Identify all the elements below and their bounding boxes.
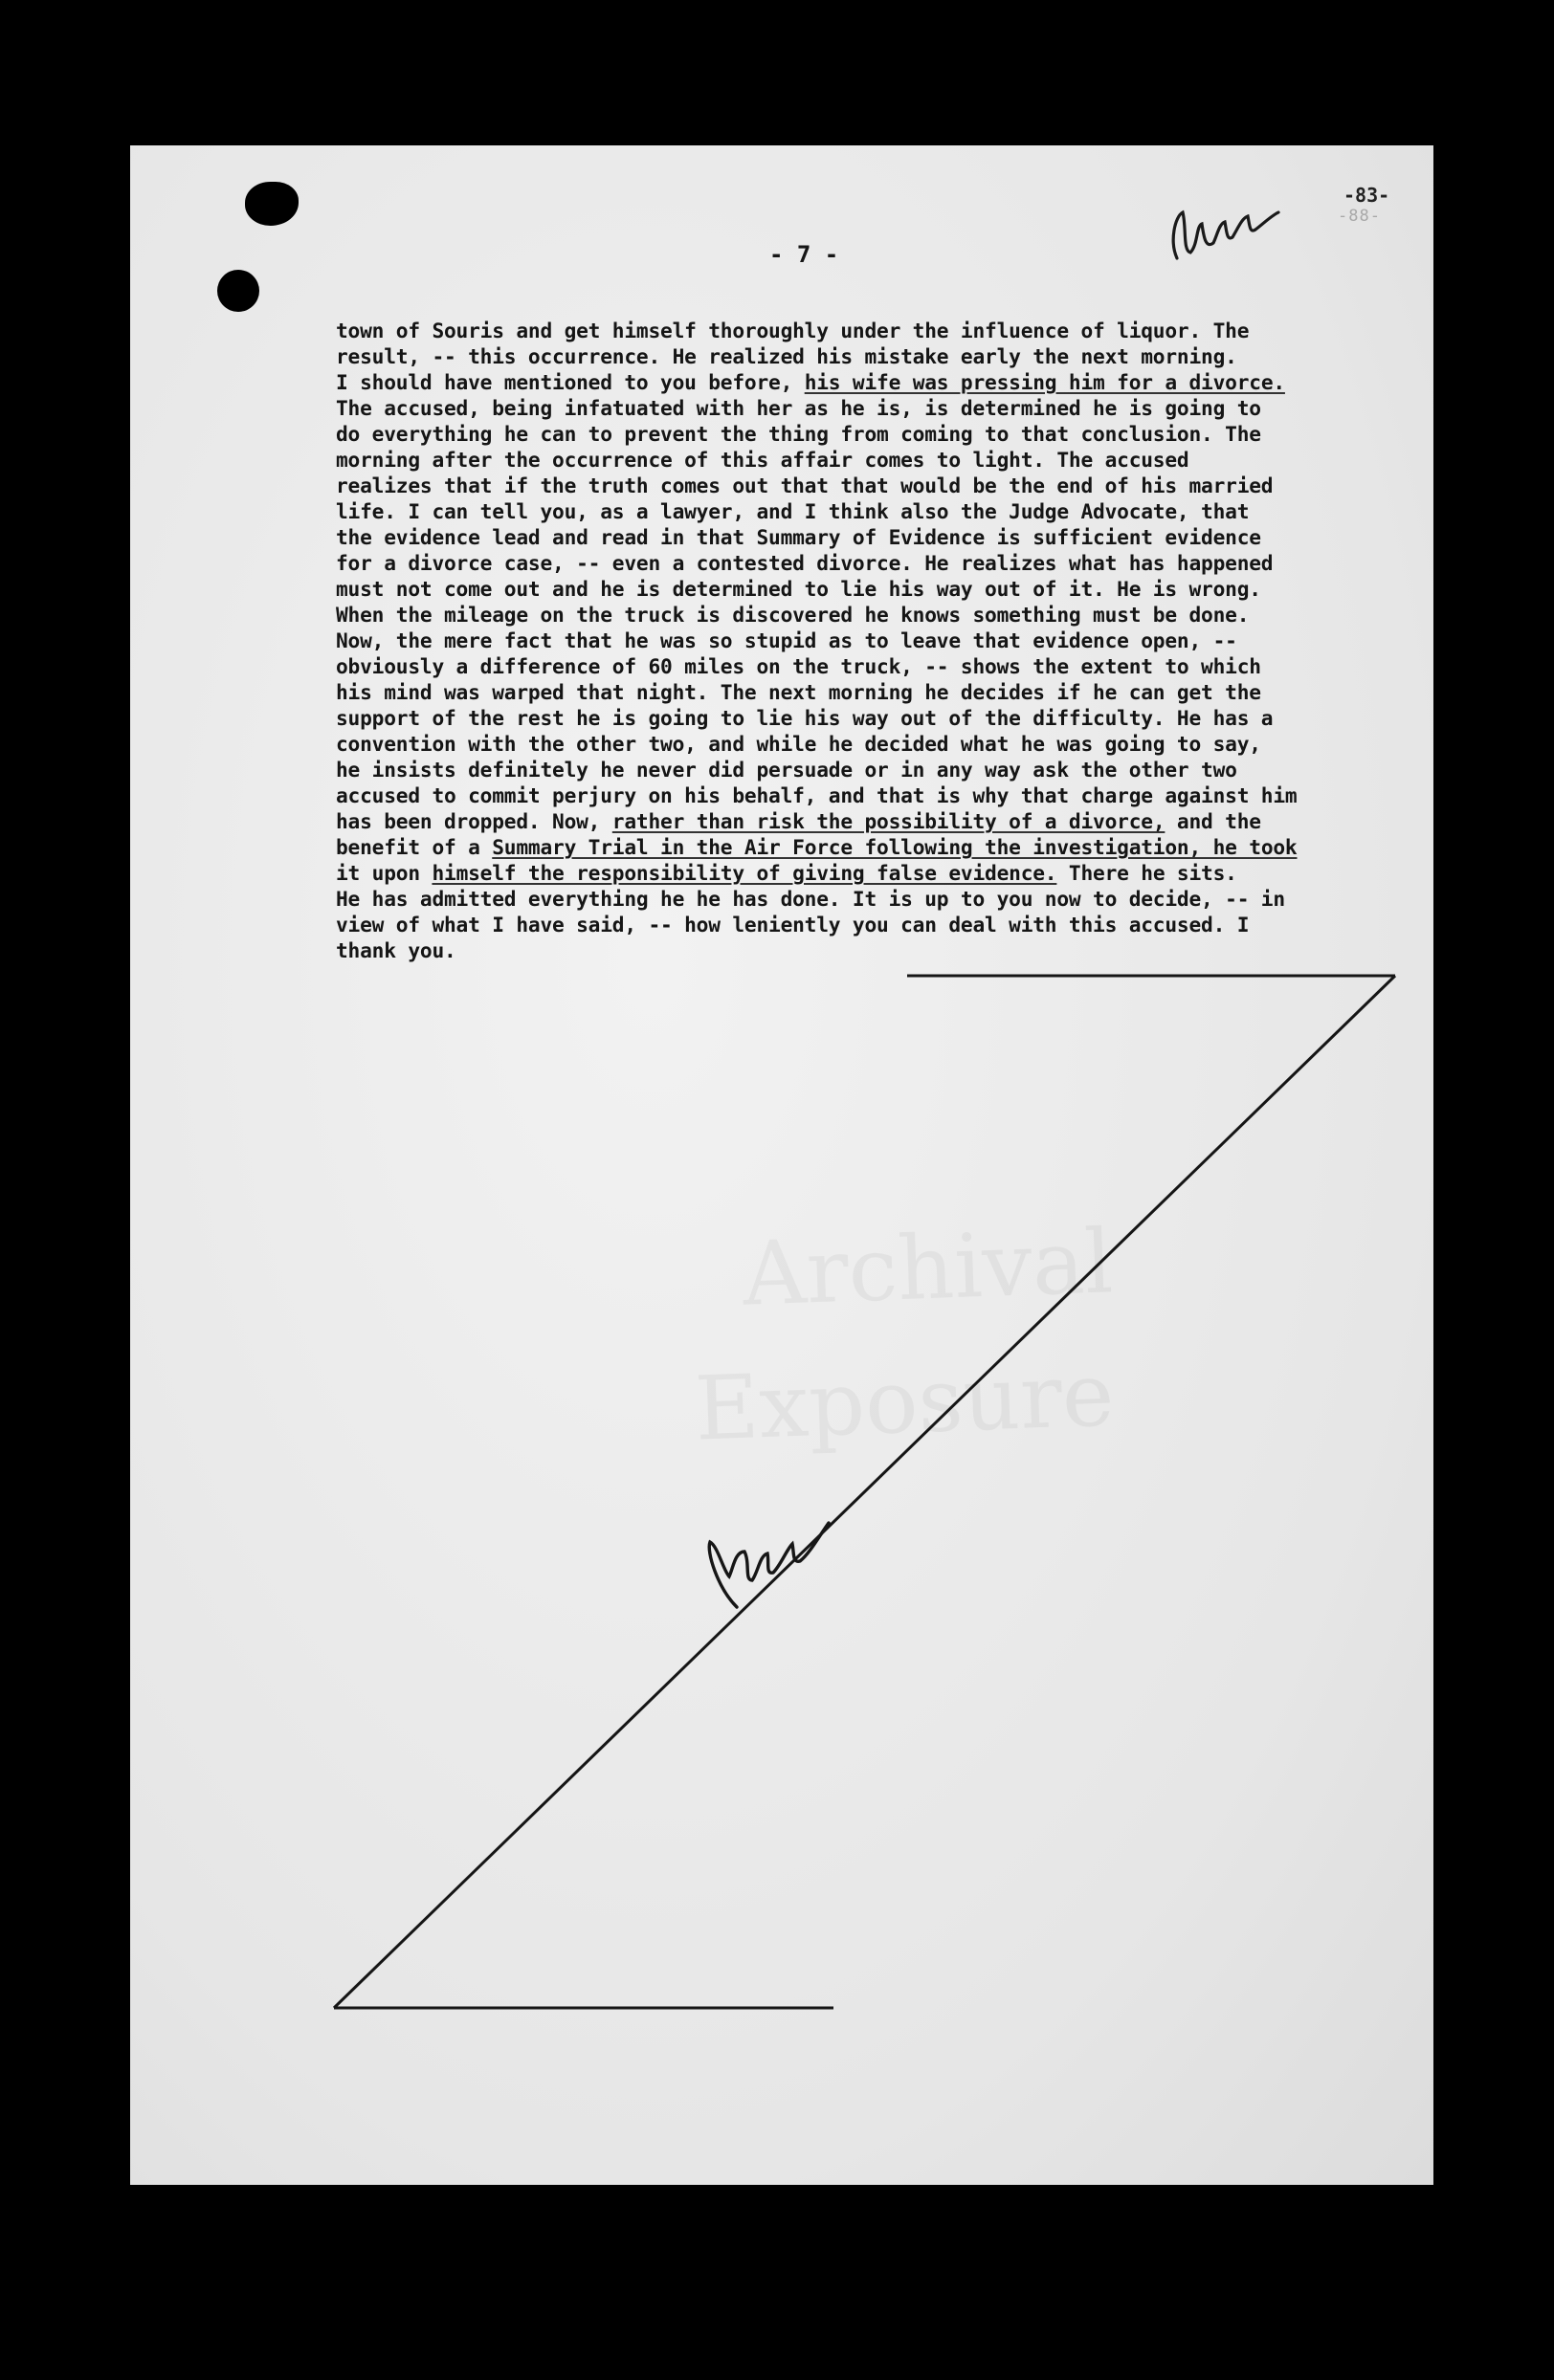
underlined-passage: himself the responsibility of giving false evidence. [432,861,1057,885]
underlined-passage: his wife was pressing him for a divorce. [804,370,1285,394]
folio-number-faint: -88- [1338,207,1381,226]
text-line: view of what I have said, -- how leniently you can deal with this accused. I [336,913,1250,937]
text-line: support of the rest he is going to lie his way out of the difficulty. He has a [336,706,1274,730]
text-line: I should have mentioned to you before, his wife was pressing him for a divorce. [336,370,1285,394]
folio-number: -83- [1343,184,1390,207]
text-line: do everything he can to prevent the thing from coming to that conclusion. The [336,422,1261,446]
text-line: must not come out and he is determined to lie his way out of it. He is wrong. [336,577,1261,601]
text-line: his mind was warped that night. The next morning he decides if he can get the [336,680,1261,704]
text-line: result, -- this occurrence. He realized his mistake early the next morning. [336,344,1237,368]
text-line: benefit of a Summary Trial in the Air Force following the investigation, he took [336,835,1298,859]
text-line: has been dropped. Now, rather than risk the possibility of a divorce, and the [336,809,1261,833]
text-line: morning after the occurrence of this affair comes to light. The accused [336,448,1189,472]
handwritten-initials-diagonal [709,1523,829,1607]
text-line: He has admitted everything he he has done. It is up to you now to decide, -- in [336,887,1285,911]
text-line: The accused, being infatuated with her as he is, is determined he is going to [336,396,1261,420]
underlined-passage: Summary Trial in the Air Force following the investigation, he took [492,835,1298,859]
text-line: town of Souris and get himself thoroughly under the influence of liquor. The [336,319,1250,342]
text-line: obviously a difference of 60 miles on the truck, -- shows the extent to which [336,654,1261,678]
underlined-passage: rather than risk the possibility of a divorce, [611,809,1166,833]
text-line: it upon himself the responsibility of giving false evidence. There he sits. [336,861,1237,885]
handwritten-initials-top [1173,212,1278,258]
text-line: he insists definitely he never did persuade or in any way ask the other two [336,758,1237,782]
text-line: for a divorce case, -- even a contested divorce. He realizes what has happened [336,551,1274,575]
text-line: convention with the other two, and while he decided what he was going to say, [336,732,1261,756]
text-line: the evidence lead and read in that Summary of Evidence is sufficient evidence [336,525,1261,549]
text-line: life. I can tell you, as a lawyer, and I think also the Judge Advocate, that [336,499,1250,523]
text-line: thank you. [336,938,456,962]
document-page [130,145,1433,2185]
page-number: - 7 - [769,241,839,268]
text-line: accused to commit perjury on his behalf, and that is why that charge against him [336,783,1298,807]
text-line: Now, the mere fact that he was so stupid as to leave that evidence open, -- [336,628,1237,652]
annotation-marks [130,145,1433,2185]
strike-diagonal-line [334,976,1395,2008]
text-line: realizes that if the truth comes out that that would be the end of his married [336,474,1274,497]
text-line: When the mileage on the truck is discovered he knows something must be done. [336,603,1250,627]
